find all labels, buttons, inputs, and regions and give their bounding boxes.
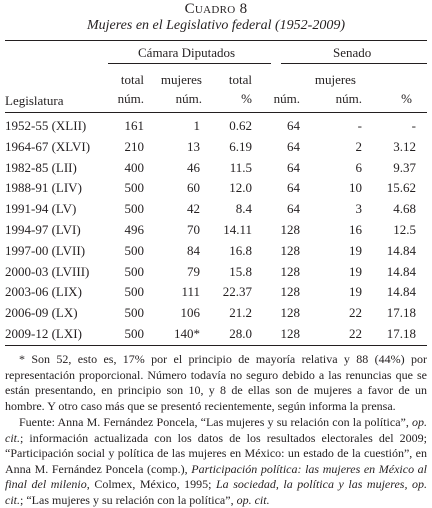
source-note <box>5 415 427 508</box>
cell-legislatura: 1988-91 (LIV) <box>5 180 82 196</box>
cell-senado-mujeres: 2 <box>355 138 362 154</box>
cell-camara-total: 210 <box>124 138 144 154</box>
cell-camara-total: 500 <box>124 284 144 300</box>
cell-camara-pct: 22.37 <box>222 284 252 300</box>
cell-senado-mujeres: - <box>357 118 362 133</box>
cell-senado-mujeres: 19 <box>349 284 362 300</box>
cell-camara-total: 400 <box>124 159 144 175</box>
cell-camara-mujeres: 70 <box>187 222 200 237</box>
cell-legislatura: 1994-97 (LVI) <box>5 222 81 237</box>
cell-senado-total: 64 <box>287 118 300 133</box>
table-title: Cuadro 8 <box>184 1 248 17</box>
cell-senado-total: 128 <box>280 222 300 237</box>
table-row <box>0 282 432 302</box>
cell-senado-pct: 12.5 <box>393 222 416 237</box>
camara-group-rule <box>108 63 271 64</box>
cell-legislatura: 2009-12 (LXI) <box>5 326 82 341</box>
table-row <box>0 199 432 219</box>
cell-senado-total: 128 <box>280 263 300 279</box>
cell-camara-mujeres: 46 <box>187 159 200 175</box>
header-sen-total: núm. <box>273 91 300 106</box>
header-cam-pct-1: total <box>228 72 252 87</box>
cell-camara-pct: 14.11 <box>223 222 252 237</box>
cell-camara-pct: 11.5 <box>229 159 252 175</box>
cell-senado-total: 64 <box>287 138 300 154</box>
cell-camara-total: 496 <box>124 222 144 237</box>
cell-senado-pct: 15.62 <box>386 180 416 196</box>
cell-camara-mujeres: 111 <box>181 284 200 300</box>
source-text-7: ; “Las mujeres y su relación con la política”, <box>20 492 234 507</box>
cell-camara-total: 500 <box>124 180 144 196</box>
cell-senado-mujeres: 19 <box>349 242 362 258</box>
cell-camara-mujeres: 60 <box>187 180 200 196</box>
cell-camara-mujeres: 79 <box>187 263 200 279</box>
cell-legislatura: 1997-00 (LVII) <box>5 242 86 258</box>
cell-legislatura: 1964-67 (XLVI) <box>5 138 91 154</box>
cell-camara-total: 500 <box>124 326 144 341</box>
cell-legislatura: 1952-55 (XLII) <box>5 118 87 133</box>
cell-senado-pct: 14.84 <box>386 284 416 300</box>
cell-camara-pct: 12.0 <box>229 180 252 196</box>
cell-legislatura: 2003-06 (LIX) <box>5 284 82 300</box>
cell-camara-pct: 0.62 <box>229 118 252 133</box>
cell-camara-total: 500 <box>124 201 144 217</box>
cell-camara-mujeres: 1 <box>193 118 200 133</box>
cell-camara-pct: 16.8 <box>229 242 252 258</box>
header-legislatura: Legislatura <box>5 93 64 108</box>
header-cam-mujeres-1: mujeres <box>160 72 202 87</box>
cell-camara-mujeres: 140* <box>174 326 200 341</box>
cell-camara-pct: 8.4 <box>235 201 252 217</box>
cell-camara-pct: 21.2 <box>229 305 252 321</box>
cell-senado-total: 64 <box>287 180 300 196</box>
source-text-5: , Colmex, México, 1995; <box>86 477 212 491</box>
cell-senado-pct: 14.84 <box>386 242 416 258</box>
header-cam-mujeres-2: núm. <box>175 91 202 106</box>
table-row <box>0 116 432 136</box>
cell-camara-total: 500 <box>124 305 144 321</box>
cell-camara-mujeres: 42 <box>187 201 200 217</box>
cell-camara-pct: 6.19 <box>229 138 252 154</box>
cell-senado-total: 128 <box>280 242 300 258</box>
cell-senado-mujeres: 10 <box>349 180 362 196</box>
group-header-camara: Cámara Diputados <box>138 45 236 60</box>
cell-senado-pct: 9.37 <box>393 159 416 175</box>
table-row <box>0 137 432 157</box>
header-cam-pct-2: % <box>241 91 252 106</box>
cell-senado-mujeres: 19 <box>349 263 362 279</box>
cell-senado-total: 128 <box>280 326 300 341</box>
header-sen-mujeres-1: mujeres <box>314 72 356 87</box>
cell-camara-total: 500 <box>124 263 144 279</box>
header-rule <box>5 112 427 113</box>
bottom-rule <box>5 345 427 346</box>
footnote: * Son 52, esto es, 17% por el principio de mayoría relativa y 88 (44%) por representación proporcional. Número todavía no seguro debido a las renuncias que se están presentando, en principio son 10, y 8 de ellas son de mujeres a favor de un hombre. Y otro caso más que se presentó recientemente, según informa la prensa. <box>5 352 427 413</box>
cell-camara-total: 161 <box>124 118 144 133</box>
cell-senado-mujeres: 3 <box>355 201 362 217</box>
table-row <box>0 303 432 323</box>
cell-senado-pct: - <box>411 118 416 133</box>
table-row <box>0 241 432 261</box>
cell-camara-total: 500 <box>124 242 144 258</box>
source-text-4: Participación política: las mujeres en México al final del milenio <box>5 461 428 491</box>
cell-senado-pct: 4.68 <box>393 201 416 217</box>
header-sen-mujeres-2: núm. <box>335 91 362 106</box>
cell-senado-total: 128 <box>280 284 300 300</box>
cell-senado-pct: 17.18 <box>386 326 416 341</box>
cell-senado-pct: 14.84 <box>386 263 416 279</box>
group-header-senado: Senado <box>333 45 372 60</box>
cell-legislatura: 2000-03 (LVIII) <box>5 263 90 279</box>
source-text-8: op. cit. <box>236 492 270 507</box>
cell-camara-mujeres: 13 <box>187 138 200 154</box>
table-row <box>0 178 432 198</box>
table-row <box>0 158 432 178</box>
table-subtitle: Mujeres en el Legislativo federal (1952-2009) <box>86 18 346 33</box>
cell-camara-pct: 28.0 <box>229 326 252 341</box>
cell-senado-total: 128 <box>280 305 300 321</box>
source-text-6: La sociedad, la política y las mujeres, op. cit. <box>5 477 428 507</box>
table-row <box>0 220 432 240</box>
cell-senado-mujeres: 22 <box>349 326 362 341</box>
source-text-3: ; información actualizada con los datos de los resultados electorales del 2009; “Participación social y política de las mujeres en México: un estado de la cuestión”, en Anna M. Fernández Poncela (comp.), <box>5 430 427 476</box>
cell-senado-mujeres: 22 <box>349 305 362 321</box>
cell-camara-pct: 15.8 <box>229 263 252 279</box>
cell-senado-pct: 17.18 <box>386 305 416 321</box>
source-text-1: Fuente: Anna M. Fernández Poncela, “Las mujeres y su relación con la política”, <box>19 415 409 429</box>
cell-camara-mujeres: 84 <box>187 242 200 258</box>
cell-legislatura: 2006-09 (LX) <box>5 305 78 321</box>
header-sen-pct: % <box>401 91 412 106</box>
table-row <box>0 262 432 282</box>
senado-group-rule <box>281 63 427 64</box>
cell-senado-mujeres: 16 <box>349 222 362 237</box>
cell-senado-pct: 3.12 <box>393 138 416 154</box>
source-text-2: op. cit. <box>5 415 427 445</box>
cell-senado-total: 64 <box>287 201 300 217</box>
table-row <box>0 324 432 344</box>
header-cam-total-2: núm. <box>117 91 144 106</box>
cell-senado-mujeres: 6 <box>355 159 362 175</box>
cell-camara-mujeres: 106 <box>180 305 200 321</box>
header-cam-total-1: total <box>120 72 144 87</box>
cell-legislatura: 1991-94 (LV) <box>5 201 77 217</box>
cell-senado-total: 64 <box>287 159 300 175</box>
cell-legislatura: 1982-85 (LII) <box>5 159 77 175</box>
top-rule <box>5 40 427 41</box>
